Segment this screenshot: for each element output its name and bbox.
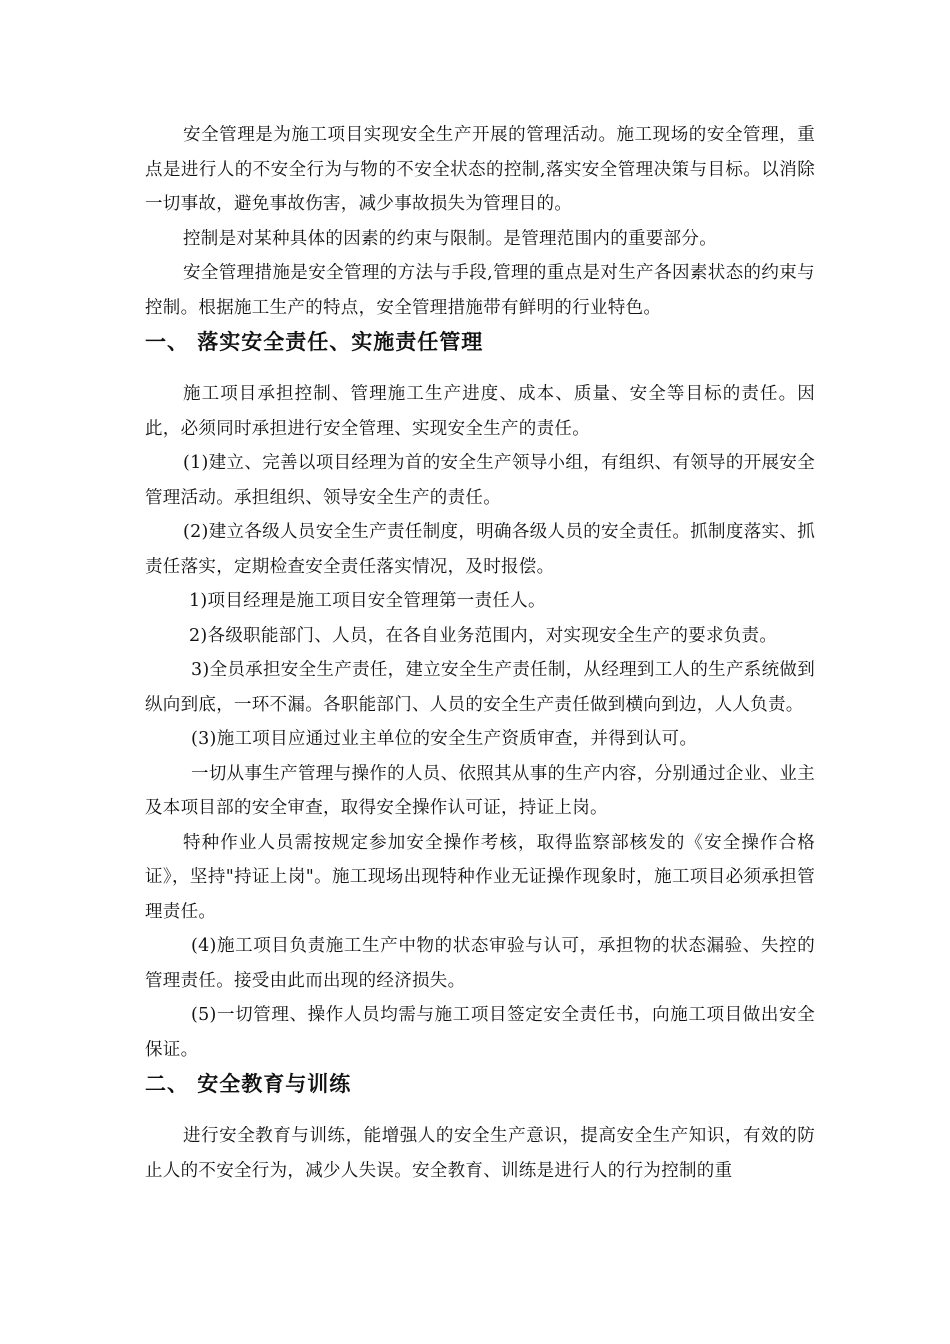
body-paragraph: 进行安全教育与训练，能增强人的安全生产意识，提高安全生产知识，有效的防止人的不安全行为，减少人失误。安全教育、训练是进行人的行为控制的重 bbox=[145, 1126, 815, 1181]
intro-paragraph: 安全管理是为施工项目实现安全生产开展的管理活动。施工现场的安全管理，重点是进行人的不安全行为与物的不安全状态的控制,落实安全管理决策与目标。以消除一切事故，避免事故伤害，减少事故损失为管理目的。 bbox=[145, 125, 815, 214]
body-paragraph: (4)施工项目负责施工生产中物的状态审验与认可，承担物的状态漏验、失控的管理责任。接受由此而出现的经济损失。 bbox=[145, 936, 815, 991]
body-paragraph: (5)一切管理、操作人员均需与施工项目签定安全责任书，向施工项目做出安全保证。 bbox=[145, 1005, 815, 1060]
body-paragraph: (1)建立、完善以项目经理为首的安全生产领导小组，有组织、有领导的开展安全管理活动。承担组织、领导安全生产的责任。 bbox=[145, 453, 815, 508]
section-heading: 一、 落实安全责任、实施责任管理 bbox=[145, 329, 484, 354]
body-paragraph: 特种作业人员需按规定参加安全操作考核，取得监察部核发的《安全操作合格证》，坚持"持证上岗"。施工现场出现特种作业无证操作现象时，施工项目必须承担管理责任。 bbox=[145, 832, 815, 922]
intro-paragraph: 控制是对某种具体的因素的约束与限制。是管理范围内的重要部分。 bbox=[183, 228, 717, 249]
intro-paragraph: 安全管理措施是安全管理的方法与手段,管理的重点是对生产各因素状态的约束与控制。根据施工生产的特点，安全管理措施带有鲜明的行业特色。 bbox=[145, 263, 815, 318]
body-paragraph: 3)全员承担安全生产责任，建立安全生产责任制，从经理到工人的生产系统做到纵向到底，一环不漏。各职能部门、人员的安全生产责任做到横向到边，人人负责。 bbox=[145, 660, 815, 715]
body-paragraph: 一切从事生产管理与操作的人员、依照其从事的生产内容，分别通过企业、业主及本项目部的安全审查，取得安全操作认可证，持证上岗。 bbox=[145, 763, 815, 818]
document-body bbox=[145, 118, 815, 1188]
body-paragraph: (3)施工项目应通过业主单位的安全生产资质审查，并得到认可。 bbox=[191, 729, 698, 749]
body-paragraph: 施工项目承担控制、管理施工生产进度、成本、质量、安全等目标的责任。因此，必须同时承担进行安全管理、实现安全生产的责任。 bbox=[145, 384, 815, 439]
body-paragraph: 1)项目经理是施工项目安全管理第一责任人。 bbox=[189, 591, 546, 611]
body-paragraph: 2)各级职能部门、人员，在各自业务范围内，对实现安全生产的要求负责。 bbox=[189, 625, 778, 646]
spacer bbox=[145, 357, 815, 377]
section-heading: 二、 安全教育与训练 bbox=[145, 1071, 352, 1096]
spacer bbox=[145, 1099, 815, 1119]
body-paragraph: (2)建立各级人员安全生产责任制度，明确各级人员的安全责任。抓制度落实、抓责任落实，定期检查安全责任落实情况，及时报偿。 bbox=[145, 522, 815, 577]
